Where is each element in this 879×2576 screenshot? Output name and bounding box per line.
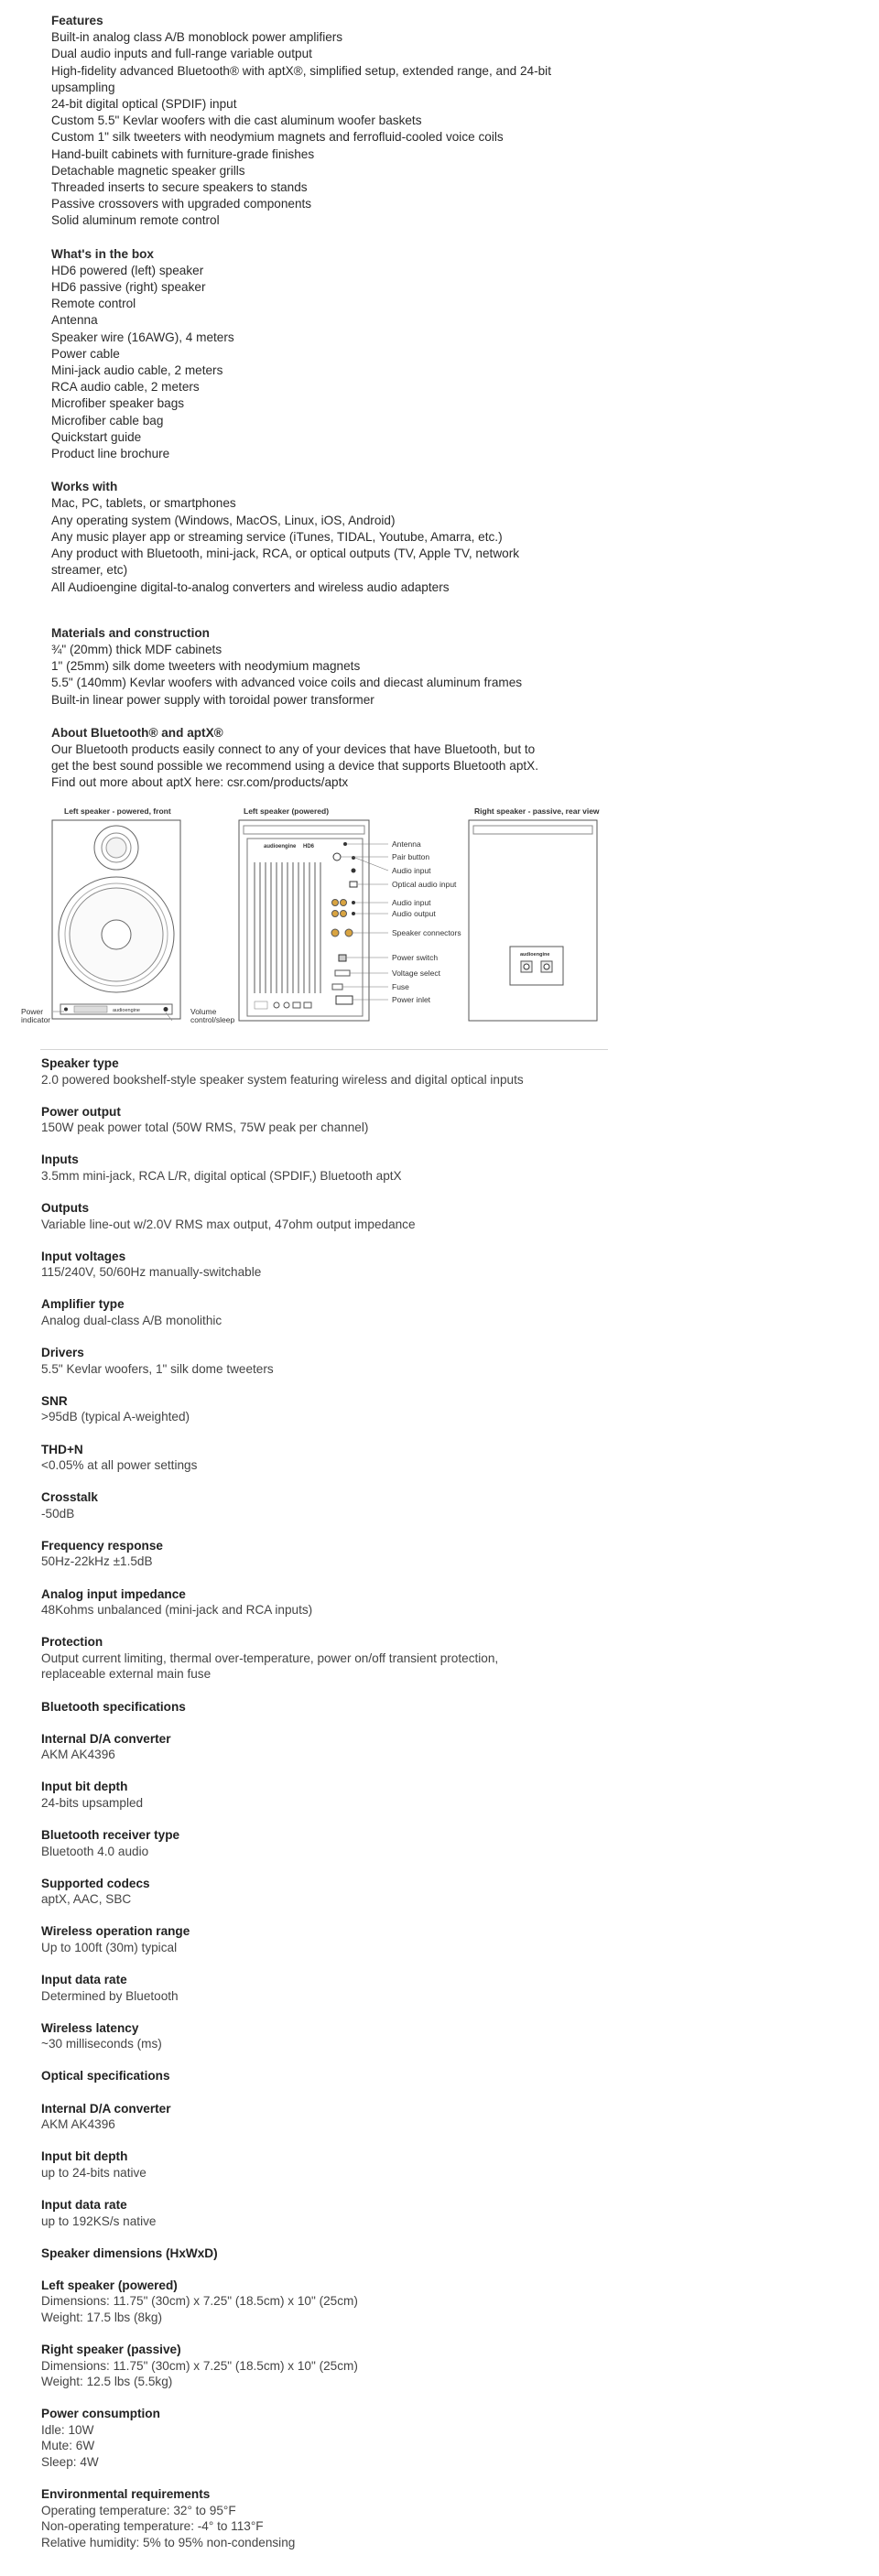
spec-value: -50dB [41, 1506, 75, 1521]
list-line: Find out more about aptX here: csr.com/products/aptx [51, 775, 349, 790]
spec-heading: Supported codecs [41, 1876, 150, 1890]
list-line: ¾" (20mm) thick MDF cabinets [51, 642, 222, 656]
spec-heading: Power consumption [41, 2407, 160, 2421]
list-line: Power cable [51, 346, 120, 361]
spec-item [41, 1442, 609, 1474]
list-line: Antenna [51, 313, 98, 328]
spec-item [41, 2197, 609, 2229]
spec-heading: Input bit depth [41, 1780, 128, 1794]
spec-value: 5.5" Kevlar woofers, 1" silk dome tweeters [41, 1361, 274, 1376]
spec-value: Idle: 10W [41, 2422, 94, 2437]
spec-value: Output current limiting, thermal over-temperature, power on/off transient protection, [41, 1651, 499, 1665]
volume-label-1: Volume [190, 1007, 217, 1016]
spec-heading: Internal D/A converter [41, 2101, 171, 2116]
spec-value: Non-operating temperature: -4° to 113°F [41, 2519, 264, 2534]
list-line: Remote control [51, 297, 136, 311]
spec-item [41, 1827, 609, 1859]
spec-heading: Bluetooth receiver type [41, 1828, 180, 1842]
spec-heading: Crosstalk [41, 1490, 98, 1505]
list-line: Threaded inserts to secure speakers to stands [51, 180, 308, 195]
list-line: Mini-jack audio cable, 2 meters [51, 363, 223, 378]
materials-section [51, 625, 601, 709]
spec-item [41, 1489, 609, 1521]
spec-item [41, 1345, 609, 1377]
spec-value: AKM AK4396 [41, 1748, 115, 1762]
list-line: Built-in analog class A/B monoblock power amplifiers [51, 30, 343, 45]
spec-value: up to 192KS/s native [41, 2213, 157, 2228]
list-line: upsampling [51, 80, 115, 94]
spec-item [41, 2406, 609, 2470]
spec-value: AKM AK4396 [41, 2117, 115, 2132]
list-line: 1" (25mm) silk dome tweeters with neodymium magnets [51, 659, 361, 674]
spec-value: 48Kohms unbalanced (mini-jack and RCA inputs) [41, 1603, 313, 1618]
rear-model-label: HD6 [303, 844, 315, 850]
works-with-list [51, 495, 601, 595]
tweeter-dome [106, 838, 126, 858]
list-line: Built-in linear power supply with toroidal power transformer [51, 692, 374, 707]
spec-item [41, 1876, 609, 1908]
spec-item [41, 1634, 609, 1683]
callout-label: Power inlet [392, 995, 431, 1004]
spec-heading: Inputs [41, 1153, 79, 1167]
passive-top-panel [473, 826, 592, 834]
list-line: Any operating system (Windows, MacOS, Linux, iOS, Android) [51, 513, 396, 527]
spec-value: Bluetooth 4.0 audio [41, 1844, 149, 1858]
spec-heading: Input data rate [41, 2197, 127, 2212]
list-line: Quickstart guide [51, 429, 142, 444]
list-line: Custom 5.5" Kevlar woofers with die cast aluminum woofer baskets [51, 114, 422, 128]
spec-item [41, 1249, 609, 1281]
list-line: Custom 1" silk tweeters with neodymium magnets and ferrofluid-cooled voice coils [51, 130, 504, 145]
spec-heading: Outputs [41, 1201, 90, 1216]
callout-label: Antenna [392, 839, 421, 849]
callout-label: Pair button [392, 852, 430, 861]
spec-value: ~30 milliseconds (ms) [41, 2037, 162, 2051]
spec-item [41, 1923, 609, 1955]
front-title: Left speaker - powered, front [64, 806, 171, 816]
speaker-diagram-svg [18, 806, 613, 1048]
spec-item [41, 1731, 609, 1763]
features-heading: Features [51, 14, 103, 27]
spec-item [41, 1972, 609, 2004]
spec-value: 24-bits upsampled [41, 1795, 144, 1810]
rear-top-panel [244, 826, 364, 834]
in-box-section [51, 246, 601, 463]
materials-heading: Materials and construction [51, 625, 210, 640]
list-line: get the best sound possible we recommend using a device that supports Bluetooth aptX. [51, 759, 538, 774]
spec-heading: Right speaker (passive) [41, 2342, 181, 2356]
spec-value: 115/240V, 50/60Hz manually-switchable [41, 1265, 262, 1280]
callout-label: Audio input [392, 898, 431, 907]
list-line: Dual audio inputs and full-range variable output [51, 47, 312, 61]
list-line: HD6 passive (right) speaker [51, 280, 206, 295]
callout-label: Power switch [392, 953, 439, 962]
spec-item [41, 1296, 609, 1328]
list-line: Microfiber speaker bags [51, 396, 185, 411]
passive-title: Right speaker - passive, rear view [474, 806, 600, 816]
spec-value: Up to 100ft (30m) typical [41, 1940, 178, 1954]
spec-value: >95dB (typical A-weighted) [41, 1410, 190, 1424]
list-line: Our Bluetooth products easily connect to any of your devices that have Bluetooth, but to [51, 741, 536, 756]
spec-heading: Optical specifications [41, 2069, 170, 2084]
callout-label: Speaker connectors [392, 928, 461, 937]
product-details [51, 13, 601, 792]
spec-heading: Input data rate [41, 1973, 127, 1987]
spec-value: 2.0 powered bookshelf-style speaker system featuring wireless and digital optical inputs [41, 1072, 524, 1087]
ir-window [74, 1006, 107, 1012]
spec-heading: Wireless operation range [41, 1924, 190, 1939]
works-with-heading: Works with [51, 480, 118, 494]
spec-heading: Bluetooth specifications [41, 1699, 186, 1714]
spec-heading: Frequency response [41, 1538, 163, 1553]
spec-item [41, 1393, 609, 1425]
list-line: HD6 powered (left) speaker [51, 263, 204, 277]
list-line: RCA audio cable, 2 meters [51, 380, 200, 395]
spec-heading: Amplifier type [41, 1297, 125, 1312]
spec-heading: Environmental requirements [41, 2487, 211, 2502]
power-indicator-led [64, 1008, 68, 1012]
spec-item [41, 2101, 609, 2133]
spec-value: replaceable external main fuse [41, 1667, 212, 1682]
callout-label: Voltage select [392, 969, 440, 978]
callout-label: Audio input [392, 866, 431, 875]
spec-heading: Analog input impedance [41, 1586, 186, 1601]
passive-cabinet [469, 820, 597, 1021]
about-bluetooth-section [51, 725, 601, 792]
list-line: 5.5" (140mm) Kevlar woofers with advanced voice coils and diecast aluminum frames [51, 676, 523, 690]
woofer-dustcap [102, 920, 131, 949]
spec-item [41, 1779, 609, 1811]
spec-heading: Internal D/A converter [41, 1731, 171, 1746]
list-line: Mac, PC, tablets, or smartphones [51, 496, 236, 511]
list-line: Hand-built cabinets with furniture-grade finishes [51, 146, 315, 161]
spec-heading: THD+N [41, 1442, 83, 1456]
spec-value: aptX, AAC, SBC [41, 1892, 132, 1907]
list-line: All Audioengine digital-to-analog converters and wireless audio adapters [51, 579, 450, 594]
spec-heading: Protection [41, 1635, 103, 1650]
features-list [51, 29, 601, 229]
spec-value: Weight: 17.5 lbs (8kg) [41, 2310, 162, 2324]
spec-item [41, 1200, 609, 1232]
callout-label: Audio output [392, 909, 436, 918]
spec-heading: Drivers [41, 1346, 84, 1360]
spec-value: 3.5mm mini-jack, RCA L/R, digital optical (SPDIF,) Bluetooth aptX [41, 1168, 402, 1183]
spec-item [41, 2486, 609, 2550]
about-bluetooth-text [51, 741, 601, 792]
spec-value: Sleep: 4W [41, 2455, 99, 2470]
spec-list [41, 1055, 609, 2567]
materials-list [51, 642, 601, 709]
spec-heading: Speaker dimensions (HxWxD) [41, 2246, 218, 2260]
spec-value: Determined by Bluetooth [41, 1988, 179, 2003]
spec-item [41, 2246, 609, 2262]
spec-value: Weight: 12.5 lbs (5.5kg) [41, 2375, 173, 2389]
spec-value: Analog dual-class A/B monolithic [41, 1314, 222, 1328]
spec-value: 150W peak power total (50W RMS, 75W peak per channel) [41, 1120, 369, 1135]
spec-item [41, 1152, 609, 1184]
callout-label: Fuse [392, 982, 409, 991]
spec-heading: Input bit depth [41, 2149, 128, 2164]
works-with-section [51, 479, 601, 595]
spec-value: Dimensions: 11.75" (30cm) x 7.25" (18.5cm) x 10" (25cm) [41, 2294, 358, 2309]
power-indicator-label-1: Power [21, 1007, 44, 1016]
amp-plate [247, 839, 363, 1016]
spec-value: Relative humidity: 5% to 95% non-condensing [41, 2535, 296, 2549]
spec-value: Mute: 6W [41, 2439, 95, 2453]
volume-label-2: control/sleep [190, 1015, 235, 1024]
passive-brand-label: audioengine [520, 952, 550, 958]
list-line: High-fidelity advanced Bluetooth® with aptX®, simplified setup, extended range, and 24-bit [51, 63, 551, 78]
in-box-heading: What's in the box [51, 246, 154, 261]
list-line: Speaker wire (16AWG), 4 meters [51, 330, 234, 344]
spec-heading: Wireless latency [41, 2020, 139, 2035]
list-line: Detachable magnetic speaker grills [51, 163, 245, 178]
spec-item [41, 1586, 609, 1618]
spec-value: Operating temperature: 32° to 95°F [41, 2503, 236, 2517]
spec-value: Variable line-out w/2.0V RMS max output, 47ohm output impedance [41, 1217, 416, 1231]
volume-knob [164, 1007, 168, 1012]
list-line: Product line brochure [51, 447, 170, 461]
front-brand-label: audioengine [113, 1008, 140, 1013]
spec-item [41, 2342, 609, 2390]
spec-item [41, 1699, 609, 1716]
list-line: Solid aluminum remote control [51, 213, 220, 228]
spec-item [41, 1104, 609, 1136]
spec-item [41, 2278, 609, 2326]
rear-title: Left speaker (powered) [244, 806, 330, 816]
features-section [51, 13, 601, 230]
spec-value: up to 24-bits native [41, 2165, 146, 2180]
list-line: Microfiber cable bag [51, 413, 164, 428]
spec-heading: Input voltages [41, 1249, 126, 1263]
spec-item [41, 2020, 609, 2052]
callout-label: Optical audio input [392, 880, 457, 889]
about-bluetooth-heading: About Bluetooth® and aptX® [51, 725, 223, 740]
list-line: Passive crossovers with upgraded components [51, 197, 312, 211]
section-divider [40, 1049, 608, 1050]
spec-heading: SNR [41, 1393, 68, 1408]
power-indicator-label-2: indicator [21, 1015, 51, 1024]
spec-heading: Left speaker (powered) [41, 2278, 178, 2292]
callout-labels [392, 839, 461, 1004]
list-line: Any music player app or streaming service (iTunes, TIDAL, Youtube, Amarra, etc.) [51, 529, 503, 544]
spec-item [41, 2148, 609, 2181]
speaker-diagram [18, 806, 613, 1048]
spec-heading: Power output [41, 1104, 121, 1119]
in-box-list [51, 263, 601, 462]
spec-item [41, 1055, 609, 1088]
list-line: streamer, etc) [51, 563, 128, 578]
spec-item [41, 1538, 609, 1570]
rear-brand-label: audioengine [264, 844, 297, 850]
spec-heading: Speaker type [41, 1056, 119, 1070]
spec-value: Dimensions: 11.75" (30cm) x 7.25" (18.5cm) x 10" (25cm) [41, 2358, 358, 2373]
spec-value: <0.05% at all power settings [41, 1458, 198, 1473]
list-line: Any product with Bluetooth, mini-jack, RCA, or optical outputs (TV, Apple TV, network [51, 547, 520, 561]
list-line: 24-bit digital optical (SPDIF) input [51, 97, 237, 112]
spec-item [41, 2068, 609, 2084]
spec-value: 50Hz-22kHz ±1.5dB [41, 1554, 153, 1569]
